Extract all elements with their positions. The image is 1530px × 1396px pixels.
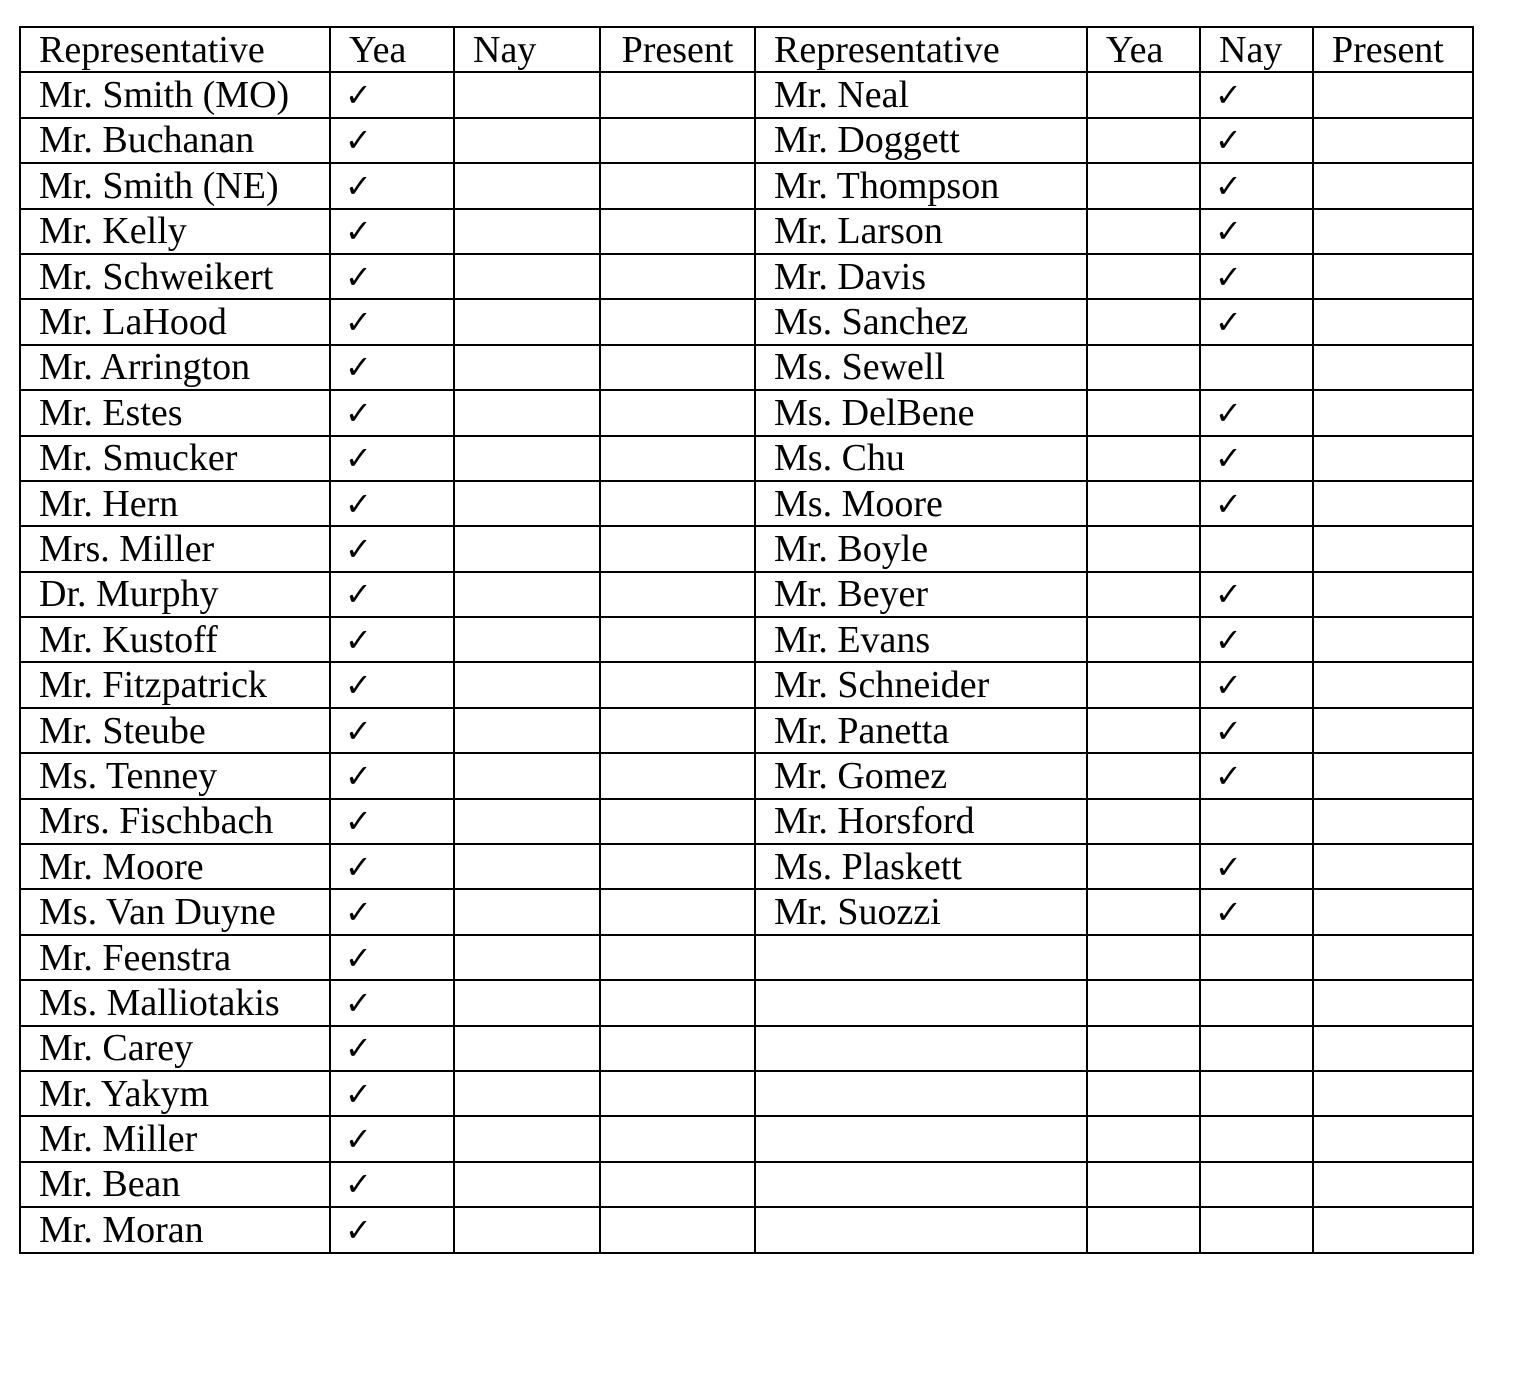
left-nay-mark bbox=[454, 1026, 600, 1071]
right-yea-mark bbox=[1087, 481, 1200, 526]
check-icon: ✓ bbox=[330, 1207, 454, 1252]
check-icon: ✓ bbox=[330, 799, 454, 844]
table-row bbox=[20, 209, 1473, 254]
left-nay-mark bbox=[454, 799, 600, 844]
left-name: Mr. Buchanan bbox=[20, 118, 330, 163]
table-row bbox=[20, 72, 1473, 117]
left-name: Mr. Hern bbox=[20, 481, 330, 526]
check-icon: ✓ bbox=[1200, 118, 1313, 163]
right-nay-mark bbox=[1200, 345, 1313, 390]
right-present-mark bbox=[1313, 572, 1473, 617]
right-yea-mark bbox=[1087, 209, 1200, 254]
header-representative-right: Representative bbox=[755, 27, 1087, 72]
left-present-mark bbox=[600, 209, 755, 254]
check-icon: ✓ bbox=[330, 572, 454, 617]
right-yea-mark bbox=[1087, 436, 1200, 481]
check-icon: ✓ bbox=[330, 163, 454, 208]
right-present-mark bbox=[1313, 72, 1473, 117]
right-name: Mr. Gomez bbox=[755, 753, 1087, 798]
left-name: Mr. Kelly bbox=[20, 209, 330, 254]
right-present-mark bbox=[1313, 526, 1473, 571]
left-present-mark bbox=[600, 980, 755, 1025]
table-row bbox=[20, 889, 1473, 934]
right-nay-mark bbox=[1200, 799, 1313, 844]
table-row bbox=[20, 118, 1473, 163]
right-yea-mark bbox=[1087, 345, 1200, 390]
check-icon: ✓ bbox=[330, 1116, 454, 1161]
left-nay-mark bbox=[454, 481, 600, 526]
table-row bbox=[20, 844, 1473, 889]
right-yea-mark bbox=[1087, 844, 1200, 889]
table-row bbox=[20, 390, 1473, 435]
check-icon: ✓ bbox=[330, 662, 454, 707]
right-present-mark bbox=[1313, 753, 1473, 798]
right-yea-mark bbox=[1087, 1162, 1200, 1207]
left-nay-mark bbox=[454, 662, 600, 707]
left-present-mark bbox=[600, 708, 755, 753]
left-present-mark bbox=[600, 118, 755, 163]
right-present-mark bbox=[1313, 1207, 1473, 1252]
left-nay-mark bbox=[454, 436, 600, 481]
right-present-mark bbox=[1313, 799, 1473, 844]
table-row bbox=[20, 662, 1473, 707]
right-name bbox=[755, 1207, 1087, 1252]
header-nay-right: Nay bbox=[1200, 27, 1313, 72]
right-yea-mark bbox=[1087, 1026, 1200, 1071]
right-yea-mark bbox=[1087, 708, 1200, 753]
right-yea-mark bbox=[1087, 753, 1200, 798]
check-icon: ✓ bbox=[330, 209, 454, 254]
left-name: Mrs. Miller bbox=[20, 526, 330, 571]
roll-call-vote-table bbox=[19, 26, 1474, 1254]
right-yea-mark bbox=[1087, 662, 1200, 707]
right-name: Mr. Schneider bbox=[755, 662, 1087, 707]
right-name: Mr. Evans bbox=[755, 617, 1087, 662]
left-name: Mr. Bean bbox=[20, 1162, 330, 1207]
right-yea-mark bbox=[1087, 617, 1200, 662]
right-yea-mark bbox=[1087, 163, 1200, 208]
left-name: Mr. Moore bbox=[20, 844, 330, 889]
left-nay-mark bbox=[454, 1207, 600, 1252]
right-yea-mark bbox=[1087, 72, 1200, 117]
right-present-mark bbox=[1313, 1071, 1473, 1116]
check-icon: ✓ bbox=[330, 1071, 454, 1116]
check-icon: ✓ bbox=[330, 345, 454, 390]
table-row bbox=[20, 572, 1473, 617]
table-row bbox=[20, 1116, 1473, 1161]
table-row bbox=[20, 254, 1473, 299]
left-nay-mark bbox=[454, 345, 600, 390]
right-yea-mark bbox=[1087, 935, 1200, 980]
left-name: Mr. Feenstra bbox=[20, 935, 330, 980]
right-name: Mr. Doggett bbox=[755, 118, 1087, 163]
right-name bbox=[755, 935, 1087, 980]
left-name: Ms. Malliotakis bbox=[20, 980, 330, 1025]
right-yea-mark bbox=[1087, 390, 1200, 435]
right-yea-mark bbox=[1087, 980, 1200, 1025]
left-nay-mark bbox=[454, 526, 600, 571]
left-nay-mark bbox=[454, 889, 600, 934]
right-name bbox=[755, 980, 1087, 1025]
left-nay-mark bbox=[454, 299, 600, 344]
left-name: Mr. Smucker bbox=[20, 436, 330, 481]
right-yea-mark bbox=[1087, 118, 1200, 163]
check-icon: ✓ bbox=[1200, 708, 1313, 753]
left-name: Ms. Van Duyne bbox=[20, 889, 330, 934]
left-name: Mr. Arrington bbox=[20, 345, 330, 390]
check-icon: ✓ bbox=[1200, 481, 1313, 526]
right-yea-mark bbox=[1087, 1207, 1200, 1252]
check-icon: ✓ bbox=[330, 1162, 454, 1207]
left-nay-mark bbox=[454, 254, 600, 299]
header-yea-right: Yea bbox=[1087, 27, 1200, 72]
left-name: Mr. Miller bbox=[20, 1116, 330, 1161]
check-icon: ✓ bbox=[1200, 436, 1313, 481]
check-icon: ✓ bbox=[1200, 617, 1313, 662]
right-name: Ms. Sanchez bbox=[755, 299, 1087, 344]
right-present-mark bbox=[1313, 662, 1473, 707]
table-row bbox=[20, 436, 1473, 481]
right-name: Mr. Thompson bbox=[755, 163, 1087, 208]
left-nay-mark bbox=[454, 617, 600, 662]
check-icon: ✓ bbox=[1200, 209, 1313, 254]
left-name: Mr. Yakym bbox=[20, 1071, 330, 1116]
right-name bbox=[755, 1026, 1087, 1071]
table-row bbox=[20, 1207, 1473, 1252]
left-name: Mrs. Fischbach bbox=[20, 799, 330, 844]
right-present-mark bbox=[1313, 345, 1473, 390]
table-row bbox=[20, 708, 1473, 753]
table-row bbox=[20, 753, 1473, 798]
left-present-mark bbox=[600, 1162, 755, 1207]
check-icon: ✓ bbox=[1200, 844, 1313, 889]
left-present-mark bbox=[600, 799, 755, 844]
left-present-mark bbox=[600, 436, 755, 481]
left-present-mark bbox=[600, 572, 755, 617]
right-present-mark bbox=[1313, 209, 1473, 254]
left-nay-mark bbox=[454, 209, 600, 254]
check-icon: ✓ bbox=[330, 299, 454, 344]
right-present-mark bbox=[1313, 708, 1473, 753]
right-name: Mr. Panetta bbox=[755, 708, 1087, 753]
check-icon: ✓ bbox=[1200, 254, 1313, 299]
right-name bbox=[755, 1162, 1087, 1207]
table-row bbox=[20, 799, 1473, 844]
right-name: Ms. Plaskett bbox=[755, 844, 1087, 889]
check-icon: ✓ bbox=[330, 118, 454, 163]
right-nay-mark bbox=[1200, 1162, 1313, 1207]
check-icon: ✓ bbox=[330, 436, 454, 481]
check-icon: ✓ bbox=[1200, 299, 1313, 344]
left-nay-mark bbox=[454, 1162, 600, 1207]
right-yea-mark bbox=[1087, 254, 1200, 299]
left-present-mark bbox=[600, 844, 755, 889]
left-nay-mark bbox=[454, 844, 600, 889]
right-present-mark bbox=[1313, 1026, 1473, 1071]
right-yea-mark bbox=[1087, 1116, 1200, 1161]
right-present-mark bbox=[1313, 118, 1473, 163]
table-row bbox=[20, 1026, 1473, 1071]
right-present-mark bbox=[1313, 436, 1473, 481]
left-name: Mr. LaHood bbox=[20, 299, 330, 344]
right-present-mark bbox=[1313, 617, 1473, 662]
right-present-mark bbox=[1313, 390, 1473, 435]
check-icon: ✓ bbox=[1200, 72, 1313, 117]
right-yea-mark bbox=[1087, 889, 1200, 934]
right-nay-mark bbox=[1200, 1026, 1313, 1071]
header-nay-left: Nay bbox=[454, 27, 600, 72]
left-nay-mark bbox=[454, 1071, 600, 1116]
right-name: Mr. Larson bbox=[755, 209, 1087, 254]
left-present-mark bbox=[600, 617, 755, 662]
check-icon: ✓ bbox=[1200, 163, 1313, 208]
right-name: Ms. Chu bbox=[755, 436, 1087, 481]
left-present-mark bbox=[600, 1116, 755, 1161]
left-present-mark bbox=[600, 390, 755, 435]
right-name: Mr. Suozzi bbox=[755, 889, 1087, 934]
left-present-mark bbox=[600, 481, 755, 526]
check-icon: ✓ bbox=[330, 481, 454, 526]
right-name: Mr. Boyle bbox=[755, 526, 1087, 571]
check-icon: ✓ bbox=[1200, 572, 1313, 617]
left-nay-mark bbox=[454, 72, 600, 117]
right-name: Ms. DelBene bbox=[755, 390, 1087, 435]
check-icon: ✓ bbox=[1200, 390, 1313, 435]
table-row bbox=[20, 980, 1473, 1025]
left-nay-mark bbox=[454, 118, 600, 163]
left-present-mark bbox=[600, 753, 755, 798]
left-present-mark bbox=[600, 254, 755, 299]
right-present-mark bbox=[1313, 889, 1473, 934]
left-name: Mr. Carey bbox=[20, 1026, 330, 1071]
right-name: Mr. Horsford bbox=[755, 799, 1087, 844]
table-row bbox=[20, 935, 1473, 980]
left-present-mark bbox=[600, 526, 755, 571]
left-nay-mark bbox=[454, 935, 600, 980]
left-present-mark bbox=[600, 935, 755, 980]
left-name: Ms. Tenney bbox=[20, 753, 330, 798]
left-present-mark bbox=[600, 889, 755, 934]
right-present-mark bbox=[1313, 980, 1473, 1025]
vote-rows bbox=[20, 72, 1473, 1252]
left-present-mark bbox=[600, 299, 755, 344]
check-icon: ✓ bbox=[330, 526, 454, 571]
check-icon: ✓ bbox=[1200, 889, 1313, 934]
table-row bbox=[20, 481, 1473, 526]
right-present-mark bbox=[1313, 163, 1473, 208]
right-present-mark bbox=[1313, 1162, 1473, 1207]
right-yea-mark bbox=[1087, 1071, 1200, 1116]
right-present-mark bbox=[1313, 844, 1473, 889]
left-present-mark bbox=[600, 72, 755, 117]
left-present-mark bbox=[600, 1026, 755, 1071]
header-present-left: Present bbox=[600, 27, 755, 72]
right-present-mark bbox=[1313, 481, 1473, 526]
left-name: Mr. Schweikert bbox=[20, 254, 330, 299]
left-nay-mark bbox=[454, 708, 600, 753]
right-name bbox=[755, 1116, 1087, 1161]
left-name: Mr. Estes bbox=[20, 390, 330, 435]
header-yea-left: Yea bbox=[330, 27, 454, 72]
right-yea-mark bbox=[1087, 526, 1200, 571]
right-name: Mr. Neal bbox=[755, 72, 1087, 117]
right-nay-mark bbox=[1200, 526, 1313, 571]
left-present-mark bbox=[600, 1207, 755, 1252]
check-icon: ✓ bbox=[330, 1026, 454, 1071]
right-nay-mark bbox=[1200, 980, 1313, 1025]
right-yea-mark bbox=[1087, 799, 1200, 844]
right-name bbox=[755, 1071, 1087, 1116]
right-present-mark bbox=[1313, 935, 1473, 980]
check-icon: ✓ bbox=[330, 935, 454, 980]
left-nay-mark bbox=[454, 1116, 600, 1161]
right-nay-mark bbox=[1200, 1071, 1313, 1116]
check-icon: ✓ bbox=[330, 889, 454, 934]
left-present-mark bbox=[600, 163, 755, 208]
left-present-mark bbox=[600, 1071, 755, 1116]
right-present-mark bbox=[1313, 299, 1473, 344]
right-nay-mark bbox=[1200, 1116, 1313, 1161]
check-icon: ✓ bbox=[330, 617, 454, 662]
left-name: Mr. Fitzpatrick bbox=[20, 662, 330, 707]
left-name: Dr. Murphy bbox=[20, 572, 330, 617]
right-name: Mr. Davis bbox=[755, 254, 1087, 299]
left-name: Mr. Kustoff bbox=[20, 617, 330, 662]
left-nay-mark bbox=[454, 163, 600, 208]
right-nay-mark bbox=[1200, 935, 1313, 980]
right-yea-mark bbox=[1087, 299, 1200, 344]
left-nay-mark bbox=[454, 572, 600, 617]
header-row bbox=[20, 27, 1473, 72]
check-icon: ✓ bbox=[330, 72, 454, 117]
right-yea-mark bbox=[1087, 572, 1200, 617]
left-nay-mark bbox=[454, 390, 600, 435]
right-present-mark bbox=[1313, 254, 1473, 299]
check-icon: ✓ bbox=[330, 708, 454, 753]
left-name: Mr. Moran bbox=[20, 1207, 330, 1252]
header-present-right: Present bbox=[1313, 27, 1473, 72]
table-row bbox=[20, 345, 1473, 390]
check-icon: ✓ bbox=[1200, 662, 1313, 707]
right-name: Ms. Sewell bbox=[755, 345, 1087, 390]
left-nay-mark bbox=[454, 980, 600, 1025]
left-present-mark bbox=[600, 662, 755, 707]
check-icon: ✓ bbox=[330, 844, 454, 889]
table-row bbox=[20, 526, 1473, 571]
left-present-mark bbox=[600, 345, 755, 390]
header-representative-left: Representative bbox=[20, 27, 330, 72]
check-icon: ✓ bbox=[330, 980, 454, 1025]
right-present-mark bbox=[1313, 1116, 1473, 1161]
check-icon: ✓ bbox=[330, 753, 454, 798]
left-name: Mr. Smith (MO) bbox=[20, 72, 330, 117]
right-name: Mr. Beyer bbox=[755, 572, 1087, 617]
table-row bbox=[20, 1071, 1473, 1116]
table-row bbox=[20, 163, 1473, 208]
check-icon: ✓ bbox=[1200, 753, 1313, 798]
left-name: Mr. Smith (NE) bbox=[20, 163, 330, 208]
right-nay-mark bbox=[1200, 1207, 1313, 1252]
right-name: Ms. Moore bbox=[755, 481, 1087, 526]
left-nay-mark bbox=[454, 753, 600, 798]
table-row bbox=[20, 617, 1473, 662]
table-row bbox=[20, 1162, 1473, 1207]
check-icon: ✓ bbox=[330, 254, 454, 299]
table-row bbox=[20, 299, 1473, 344]
left-name: Mr. Steube bbox=[20, 708, 330, 753]
check-icon: ✓ bbox=[330, 390, 454, 435]
